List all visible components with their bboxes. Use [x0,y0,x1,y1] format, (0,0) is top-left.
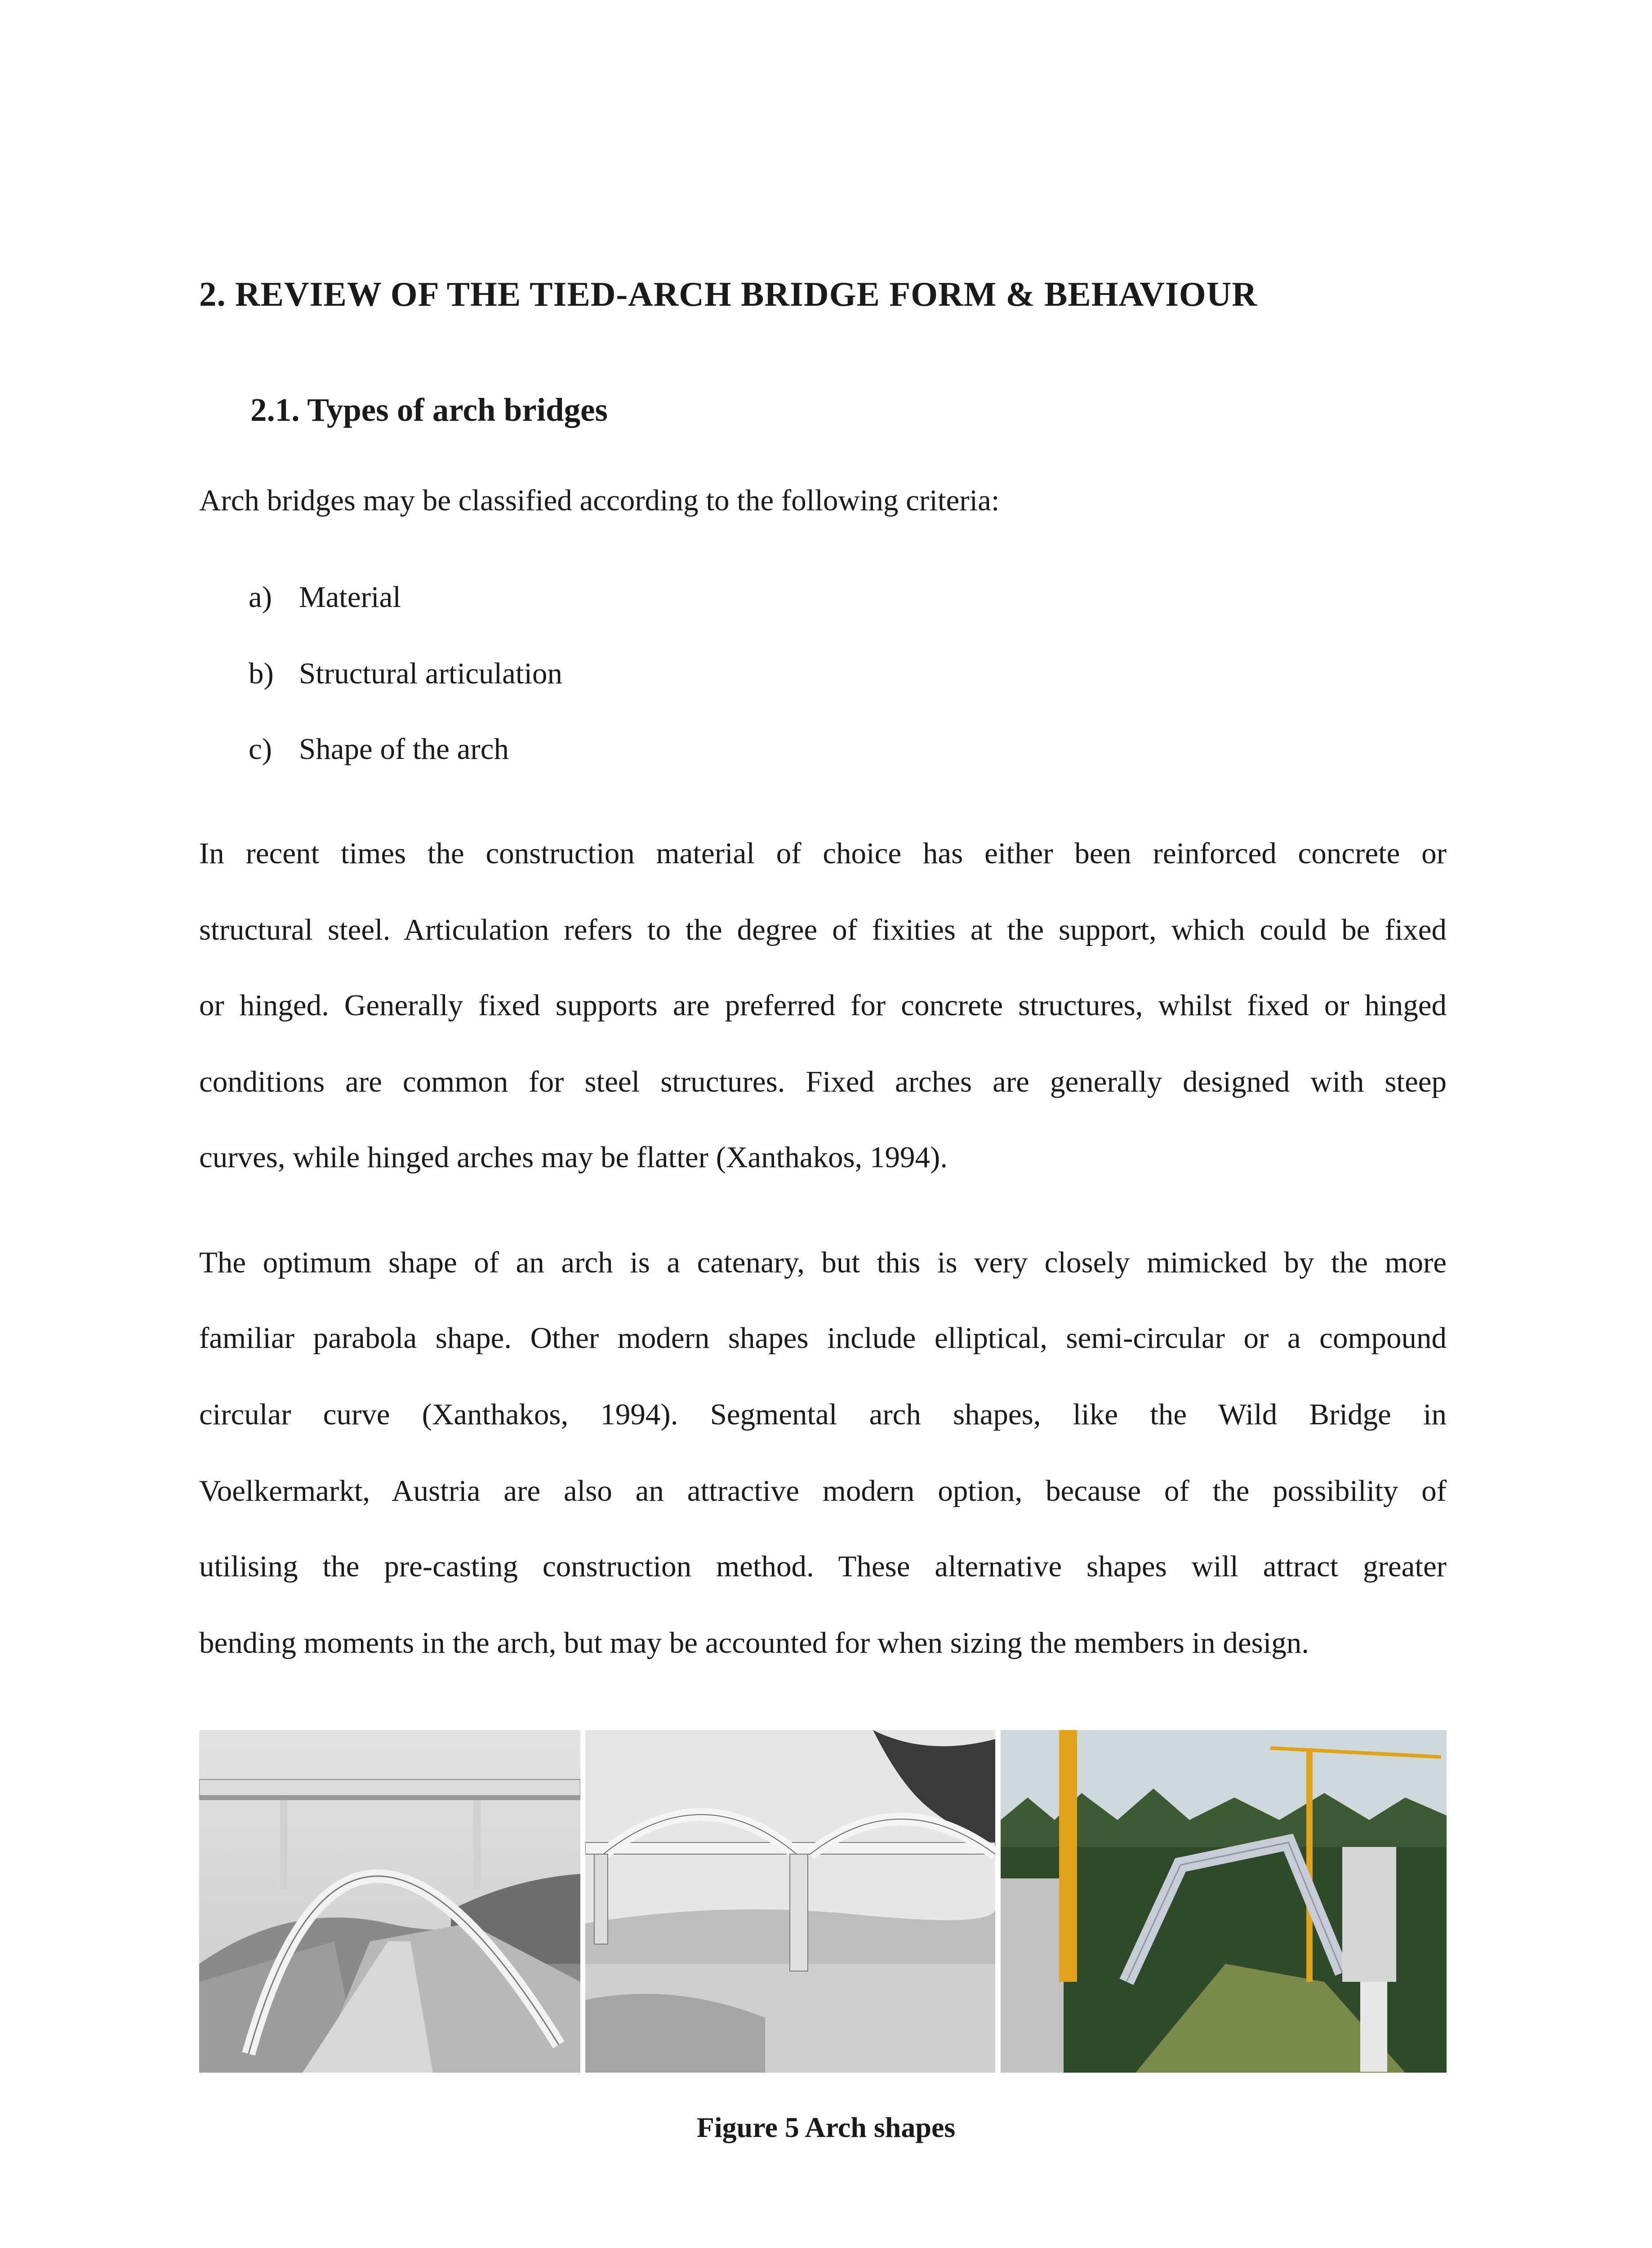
paragraph-line: structural steel. Articulation refers to the degree of fixities at the support, which could be fixed [199,913,1447,946]
arch-photo-segmental [1001,1730,1447,2073]
paragraph-line: conditions are common for steel structures. Fixed arches are generally designed with steep [199,1065,1447,1098]
figure-caption: Figure 5 Arch shapes [696,2111,956,2143]
section-heading: 2. REVIEW OF THE TIED-ARCH BRIDGE FORM & BEHAVIOUR [199,275,1257,313]
list-marker: c) [249,732,272,766]
paragraph-line: The optimum shape of an arch is a catenary, but this is very closely mimicked by the more [199,1246,1447,1279]
arch-photo-parabolic [585,1730,995,2073]
list-item-text: Material [299,580,401,614]
list-item [249,580,401,615]
paragraph-line: Voelkermarkt, Austria are also an attractive modern option, because of the possibility of [199,1474,1447,1508]
subsection-heading: 2.1. Types of arch bridges [250,392,608,428]
list-marker: a) [249,580,272,614]
arch-photo-steep [199,1730,580,2073]
list-item-text: Structural articulation [299,657,563,690]
list-marker: b) [249,657,274,690]
paragraph-line: In recent times the construction material of choice has either been reinforced concrete or [199,837,1447,870]
paragraph-line: or hinged. Generally fixed supports are preferred for concrete structures, whilst fixed or hinged [199,989,1447,1022]
list-item [249,656,562,691]
paragraph-line: circular curve (Xanthakos, 1994). Segmental arch shapes, like the Wild Bridge in [199,1398,1447,1431]
paragraph-line: familiar parabola shape. Other modern shapes include elliptical, semi-circular or a compound [199,1321,1447,1355]
list-item [249,732,509,767]
paragraph-line: utilising the pre-casting construction method. These alternative shapes will attract greater [199,1550,1447,1583]
list-item-text: Shape of the arch [299,732,509,766]
paragraph-line: bending moments in the arch, but may be accounted for when sizing the members in design. [199,1626,1309,1659]
paragraph-line: curves, while hinged arches may be flatter (Xanthakos, 1994). [199,1141,948,1174]
intro-text: Arch bridges may be classified according to the following criteria: [199,484,1000,517]
